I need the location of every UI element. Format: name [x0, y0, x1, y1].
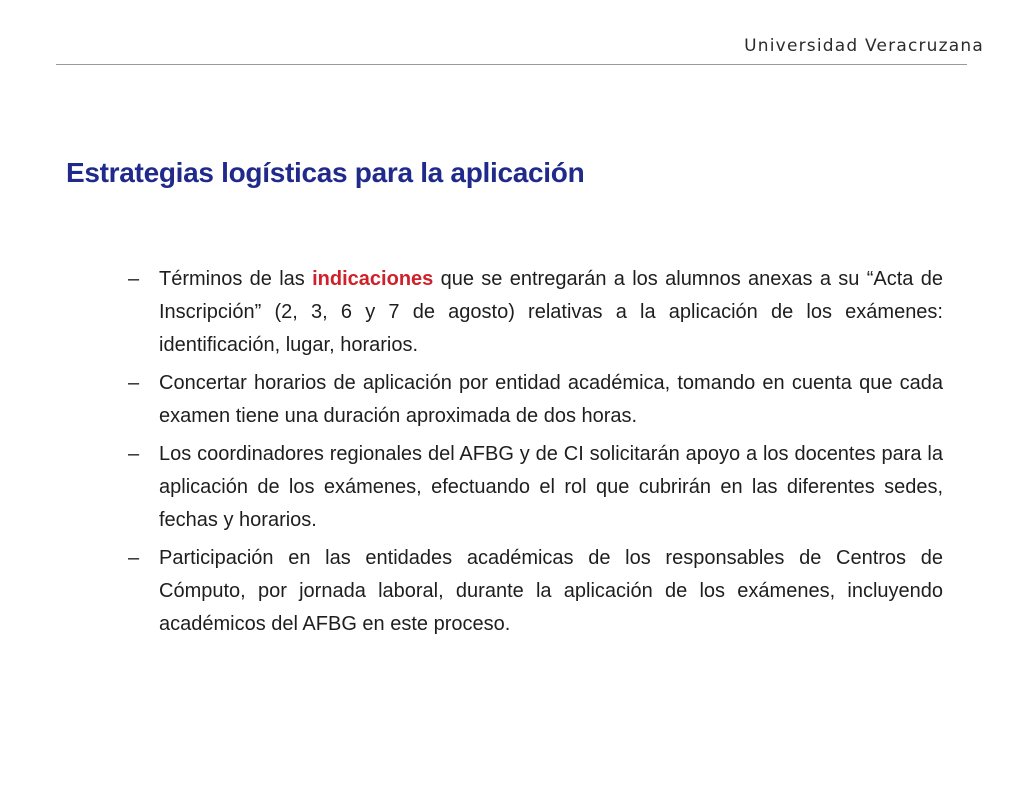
- bullet-text-end: que se entregarán a los alumnos anexas a su “Acta de Inscripción” (2, 3, 6 y 7 de agosto) relativas a la aplicación de los exámenes: identificación, lugar, horarios.: [159, 268, 943, 356]
- bullet-list: [128, 263, 943, 646]
- highlighted-term: indicaciones: [312, 268, 434, 290]
- bullet-text: Concertar horarios de aplicación por entidad académica, tomando en cuenta que cada examen tiene una duración aproximada de dos horas.: [159, 372, 943, 427]
- header-divider: [56, 64, 967, 65]
- bullet-text-start: Términos de las: [159, 268, 313, 290]
- bullet-text: Participación en las entidades académicas de los responsables de Centros de Cómputo, por jornada laboral, durante la aplicación de los exámenes, incluyendo académicos del AFBG en este proceso.: [159, 547, 943, 635]
- dash-bullet-icon: –: [128, 547, 140, 569]
- institution-name: Universidad Veracruzana: [744, 36, 984, 56]
- bullet-item: [128, 263, 943, 362]
- bullet-item: [128, 367, 943, 433]
- dash-bullet-icon: –: [128, 372, 140, 394]
- bullet-text: Los coordinadores regionales del AFBG y de CI solicitarán apoyo a los docentes para la aplicación de los exámenes, efectuando el rol que cubrirán en las diferentes sedes, fechas y horarios.: [159, 443, 943, 531]
- slide-title: Estrategias logísticas para la aplicación: [66, 157, 585, 188]
- dash-bullet-icon: –: [128, 268, 140, 290]
- bullet-item: [128, 438, 943, 537]
- dash-bullet-icon: –: [128, 443, 140, 465]
- bullet-item: [128, 542, 943, 641]
